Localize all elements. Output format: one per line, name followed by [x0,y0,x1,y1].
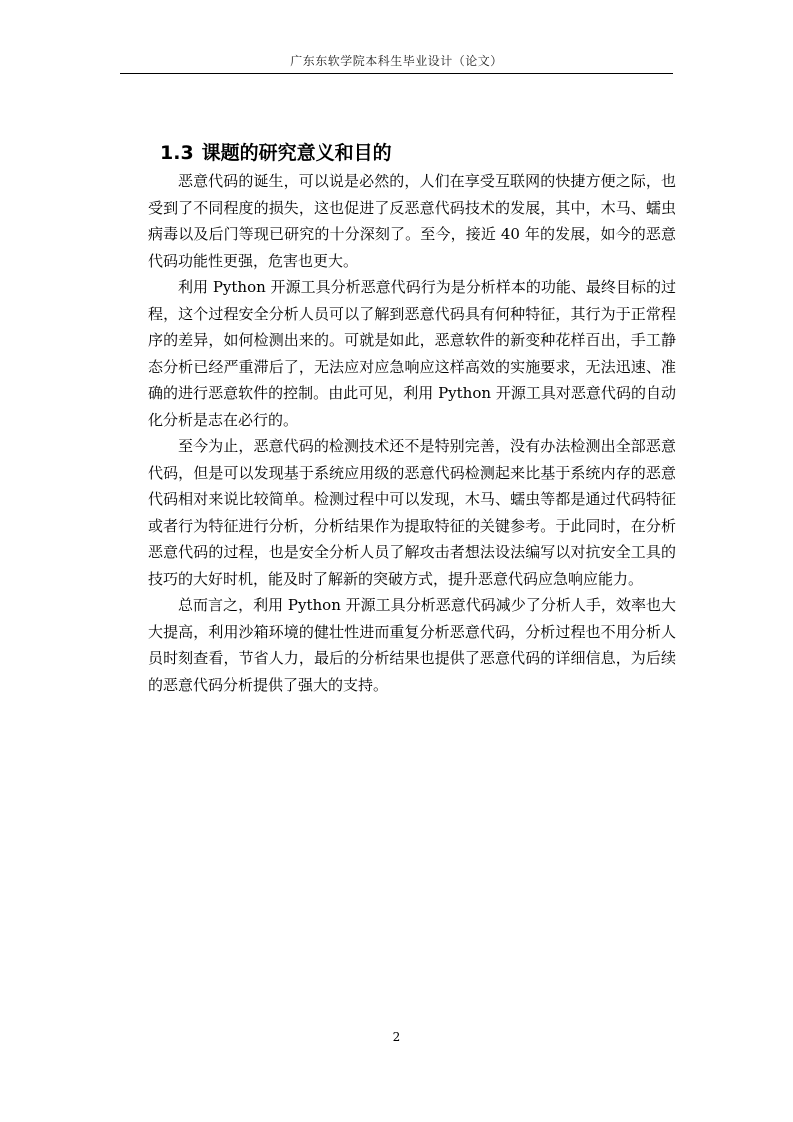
section-title: 课题的研究意义和目的 [201,142,392,164]
body-text [148,168,676,698]
page-header [120,52,673,74]
section-heading [160,140,392,166]
paragraph-2: 利用 Python 开源工具分析恶意代码行为是分析样本的功能、最终目标的过程，这个过程安全分析人员可以了解到恶意代码具有何种特征，其行为于正常程序的差异，如何检测出来的。可就是如此，恶意软件的新变种花样百出，手工静态分析已经严重滞后了，无法应对应急响应这样高效的实施要求，无法迅速、准确的进行恶意软件的控制。由此可见，利用 Python 开源工具对恶意代码的自动化分析是志在必行的。 [148,278,676,429]
page-number: 2 [392,1030,401,1044]
header-text: 广东东软学院本科生毕业设计（论文） [290,54,503,68]
paragraph-4: 总而言之，利用 Python 开源工具分析恶意代码减少了分析人手，效率也大大提高，利用沙箱环境的健壮性进而重复分析恶意代码，分析过程也不用分析人员时刻查看，节省人力，最后的分析结果也提供了恶意代码的详细信息，为后续的恶意代码分析提供了强大的支持。 [148,596,676,694]
paragraph-3: 至今为止，恶意代码的检测技术还不是特别完善，没有办法检测出全部恶意代码，但是可以发现基于系统应用级的恶意代码检测起来比基于系统内存的恶意代码相对来说比较简单。检测过程中可以发现，木马、蠕虫等都是通过代码特征或者行为特征进行分析，分析结果作为提取特征的关键参考。于此同时，在分析恶意代码的过程，也是安全分析人员了解攻击者想法设法编写以对抗安全工具的技巧的大好时机，能及时了解新的突破方式，提升恶意代码应急响应能力。 [148,437,676,588]
section-number: 1.3 [160,142,194,164]
paragraph-1: 恶意代码的诞生，可以说是必然的，人们在享受互联网的快捷方便之际，也受到了不同程度的损失，这也促进了反恶意代码技术的发展，其中，木马、蠕虫病毒以及后门等现已研究的十分深刻了。至今，接近 40 年的发展，如今的恶意代码功能性更强，危害也更大。 [148,172,676,270]
